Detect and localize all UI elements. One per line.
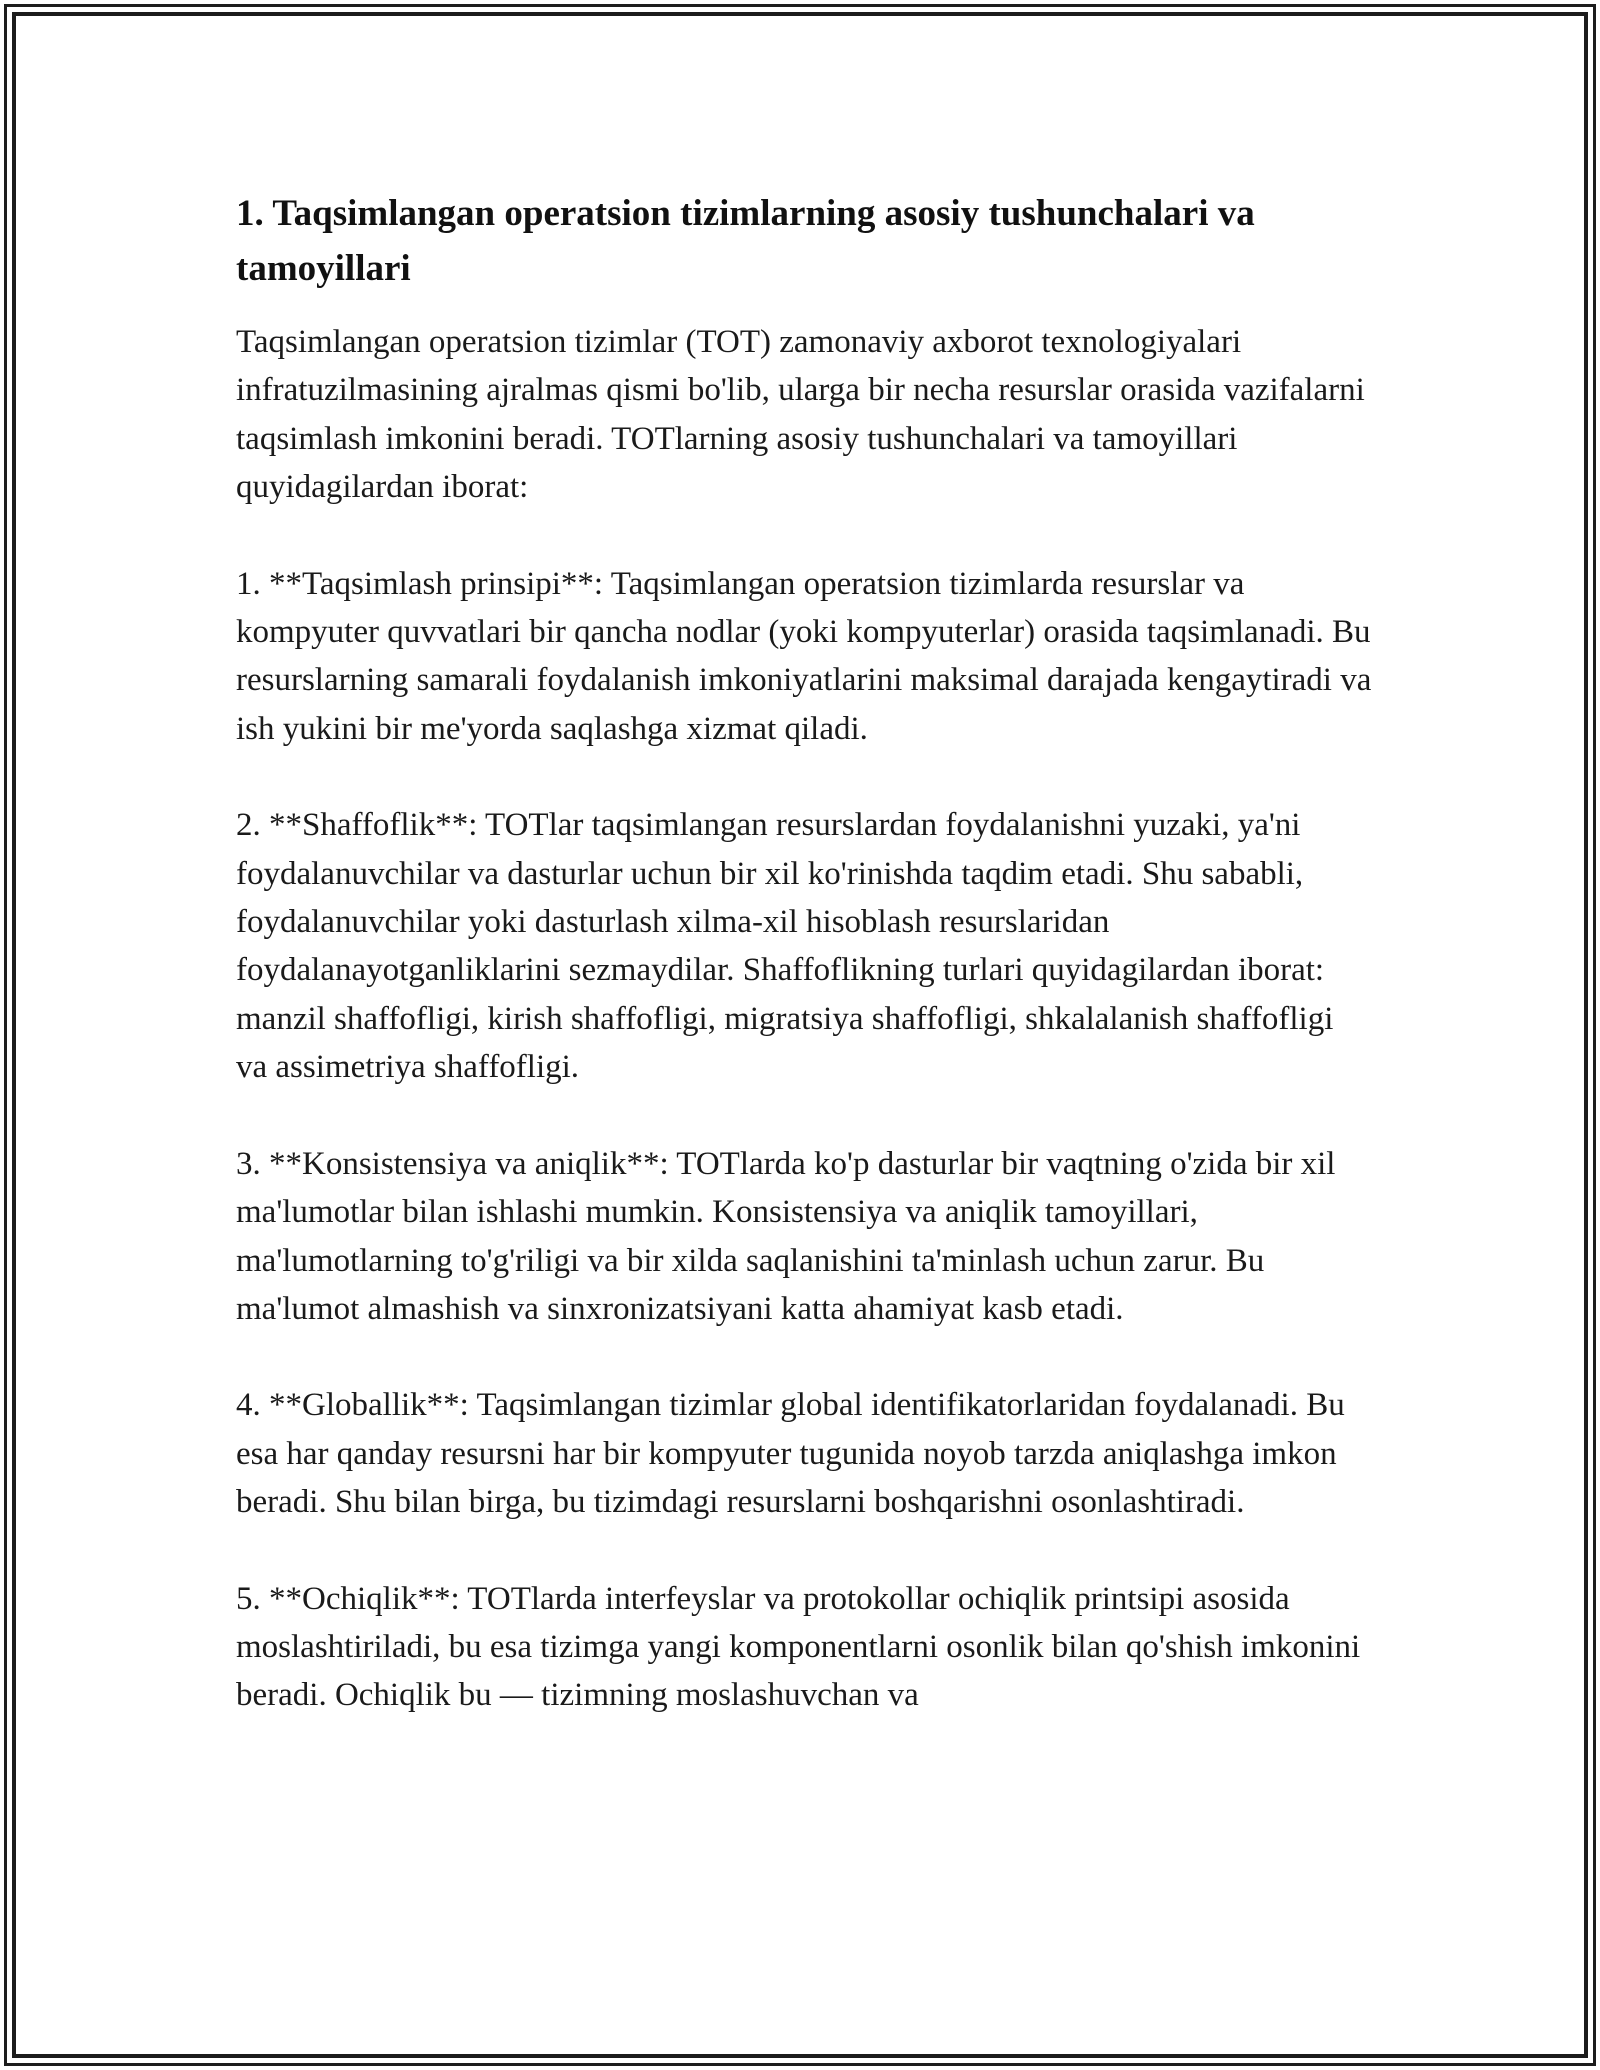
principle-paragraph-5: 5. **Ochiqlik**: TOTlarda interfeyslar va protokollar ochiqlik printsipi asosida moslashtiriladi, bu esa tizimga yangi komponentlarni osonlik bilan qo'shish imkonini beradi. Ochiqlik bu — tizimning moslashuvchan va <box>236 1580 1361 1714</box>
intro-paragraph: Taqsimlangan operatsion tizimlar (TOT) zamonaviy axborot texnologiyalari infratuzilmasining ajralmas qismi bo'lib, ularga bir necha resurslar orasida vazifalarni taqsimlash imkonini beradi. TOTlarning asosiy tushunchalari va tamoyillari quyidagilardan iborat: <box>236 324 1365 506</box>
principle-paragraph-3: 3. **Konsistensiya va aniqlik**: TOTlarda ko'p dasturlar bir vaqtning o'zida bir xil ma'lumotlar bilan ishlashi mumkin. Konsistensiya va aniqlik tamoyillari, ma'lumotlarning to'g'riligi va bir xilda saqlanishini ta'minlash uchun zarur. Bu ma'lumot almashish va sinxronizatsiyani katta ahamiyat kasb etadi. <box>236 1145 1336 1327</box>
document-body <box>236 186 1372 1720</box>
section-heading: 1. Taqsimlangan operatsion tizimlarning asosiy tushunchalari va tamoyillari <box>236 193 1255 289</box>
principle-paragraph-1: 1. **Taqsimlash prinsipi**: Taqsimlangan operatsion tizimlarda resurslar va kompyuter quvvatlari bir qancha nodlar (yoki kompyuterlar) orasida taqsimlanadi. Bu resurslarning samarali foydalanish imkoniyatlarini maksimal darajada kengaytiradi va ish yukini bir me'yorda saqlashga xizmat qiladi. <box>236 565 1372 747</box>
principle-paragraph-2: 2. **Shaffoflik**: TOTlar taqsimlangan resurslardan foydalanishni yuzaki, ya'ni foydalanuvchilar va dasturlar uchun bir xil ko'rinishda taqdim etadi. Shu sababli, foydalanuvchilar yoki dasturlash xilma-xil hisoblash resurslaridan foydalanayotganliklarini sezmaydilar. Shaffoflikning turlari quyidagilardan iborat: manzil shaffofligi, kirish shaffofligi, migratsiya shaffofligi, shkalalanish shaffofligi va assimetriya shaffofligi. <box>236 807 1334 1086</box>
principle-paragraph-4: 4. **Globallik**: Taqsimlangan tizimlar global identifikatorlaridan foydalanadi. Bu esa har qanday resursni har bir kompyuter tugunida noyob tarzda aniqlashga imkon beradi. Shu bilan birga, bu tizimdagi resurslarni boshqarishni osonlashtiradi. <box>236 1387 1345 1521</box>
